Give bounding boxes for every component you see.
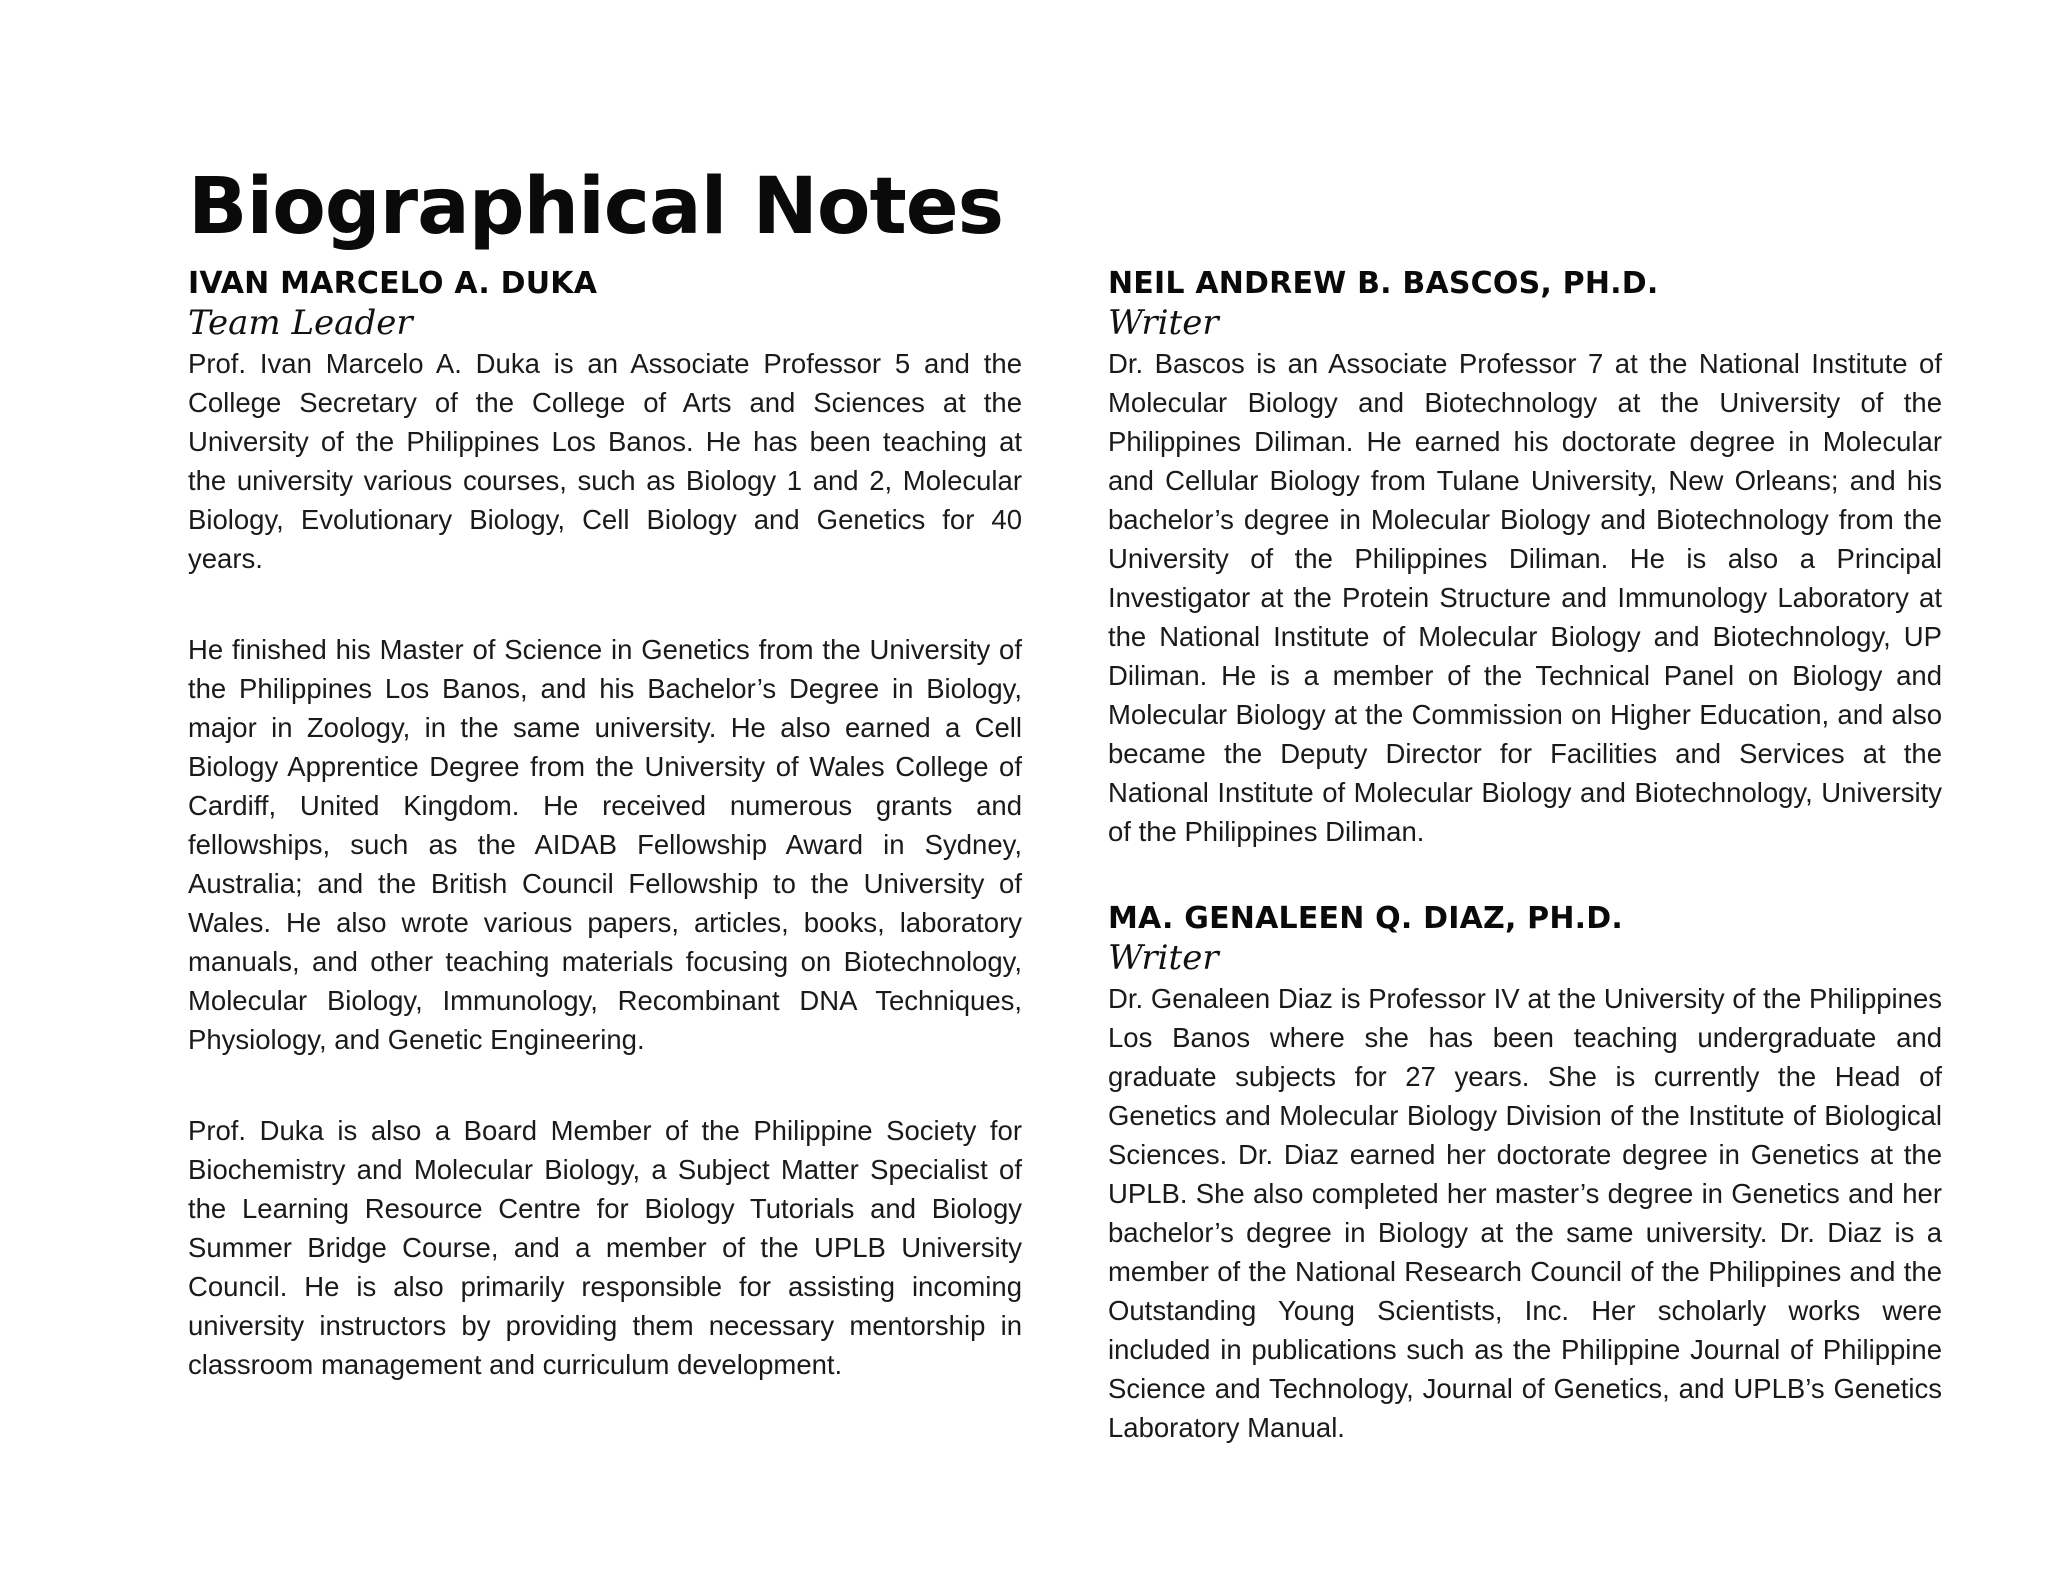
bio-paragraph: He finished his Master of Science in Genetics from the University of the Philippines Los Banos, and his Bachelor’s Degree in Biology, major in Zoology, in the same university. He also earned a Cell Biology Apprentice Degree from the University of Wales College of Cardiff, United Kingdom. He received numerous grants and fellowships, such as the AIDAB Fellowship Award in Sydney, Australia; and the British Council Fellowship to the University of Wales. He also wrote various papers, articles, books, laboratory manuals, and other teaching materials focusing on Biotechnology, Molecular Biology, Immunology, Recombinant DNA Techniques, Physiology, and Genetic Engineering. bbox=[188, 634, 1022, 1055]
bio-name: MA. GENALEEN Q. DIAZ, PH.D. bbox=[1108, 901, 1623, 936]
bio-neil-bascos bbox=[1108, 266, 1942, 851]
bio-name: IVAN MARCELO A. DUKA bbox=[188, 266, 598, 301]
bio-role: Writer bbox=[1108, 303, 1219, 343]
bio-ivan-duka bbox=[188, 266, 1022, 1384]
bio-paragraph: Dr. Bascos is an Associate Professor 7 at the National Institute of Molecular Biology and Biotechnology at the University of the Philippines Diliman. He earned his doctorate degree in Molecular and Cellular Biology from Tulane University, New Orleans; and his bachelor’s degree in Molecular Biology and Biotechnology from the University of the Philippines Diliman. He is also a Principal Investigator at the Protein Structure and Immunology Laboratory at the National Institute of Molecular Biology and Biotechnology, UP Diliman. He is a member of the Technical Panel on Biology and Molecular Biology at the Commission on Higher Education, and also became the Deputy Director for Facilities and Services at the National Institute of Molecular Biology and Biotechnology, University of the Philippines Diliman. bbox=[1108, 348, 1942, 847]
bio-paragraph: Prof. Duka is also a Board Member of the Philippine Society for Biochemistry and Molecular Biology, a Subject Matter Specialist of the Learning Resource Centre for Biology Tutorials and Biology Summer Bridge Course, and a member of the UPLB University Council. He is also primarily responsible for assisting incoming university instructors by providing them necessary mentorship in classroom management and curriculum development. bbox=[188, 1115, 1022, 1380]
bio-genaleen-diaz bbox=[1108, 901, 1942, 1447]
right-column bbox=[1108, 266, 1942, 1447]
left-column bbox=[188, 266, 1022, 1384]
page-title: Biographical Notes bbox=[188, 162, 1004, 252]
bio-role: Team Leader bbox=[188, 303, 413, 343]
bio-paragraph: Prof. Ivan Marcelo A. Duka is an Associate Professor 5 and the College Secretary of the College of Arts and Sciences at the University of the Philippines Los Banos. He has been teaching at the university various courses, such as Biology 1 and 2, Molecular Biology, Evolutionary Biology, Cell Biology and Genetics for 40 years. bbox=[188, 348, 1022, 574]
bio-name: NEIL ANDREW B. BASCOS, PH.D. bbox=[1108, 266, 1659, 301]
bio-paragraph: Dr. Genaleen Diaz is Professor IV at the University of the Philippines Los Banos where she has been teaching undergraduate and graduate subjects for 27 years. She is currently the Head of Genetics and Molecular Biology Division of the Institute of Biological Sciences. Dr. Diaz earned her doctorate degree in Genetics at the UPLB. She also completed her master’s degree in Genetics and her bachelor’s degree in Biology at the same university. Dr. Diaz is a member of the National Research Council of the Philippines and the Outstanding Young Scientists, Inc. Her scholarly works were included in publications such as the Philippine Journal of Philippine Science and Technology, Journal of Genetics, and UPLB’s Genetics Laboratory Manual. bbox=[1108, 983, 1942, 1443]
bio-role: Writer bbox=[1108, 938, 1219, 978]
